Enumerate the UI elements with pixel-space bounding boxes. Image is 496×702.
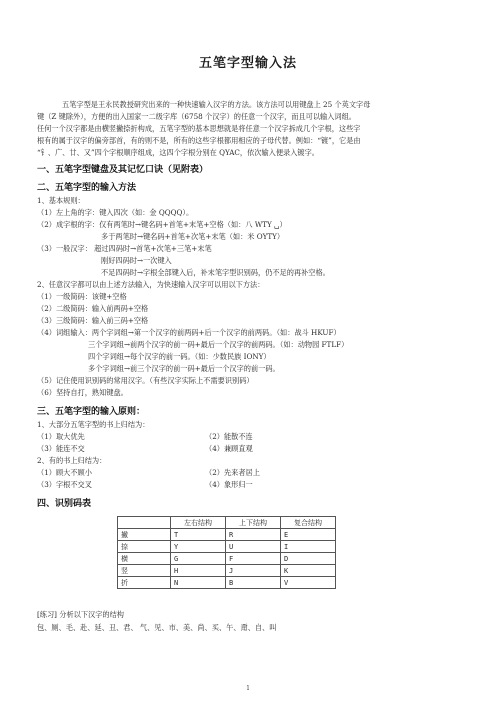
principle-item: （1）取大优先 [37,432,85,441]
rule-line: 不足四码时→字根全部键入后，补末笔字型识别码，仍不足的再补空格。 [101,268,330,277]
principle-item: （2）能散不连 [205,432,253,441]
table-row [118,529,336,541]
table-cell: Y [171,541,226,553]
rule-line: （2）二级简码：输入前两码+空格 [37,304,149,313]
table-cell: B [226,577,281,589]
page-number: 1 [246,685,250,692]
exercise-characters: 包、厕、毛、赴、延、丑、君、 气、见、市、美、尚、买、午、甭、自、叫 [37,623,277,632]
table-cell: J [226,565,281,577]
rule-line: 多个字词组→前三个汉字的前一码+最后一个汉字的前一码。 [88,364,280,373]
table-cell: I [281,541,336,553]
table-cell: 竖 [118,565,171,577]
table-cell: G [171,553,226,565]
section-heading-2: 二、五笔字型的输入方法 [37,183,137,193]
rule-line: 刚好四码时→一次键入 [101,256,172,265]
table-cell: N [171,577,226,589]
rule-line: 多于两笔时→键名码+首笔+次笔+末笔（如：米 OYTY） [101,232,285,241]
table-cell: D [281,553,336,565]
intro-line: 五笔字型是王永民教授研究出来的一种快速输入汉字的方法。该方法可以用键盘上 25 个英文字母 [62,100,371,109]
principle-item: （4）象形归一 [205,480,253,489]
section-heading-3: 三、五笔字型的输入原则： [37,407,146,417]
principle-item: （2）先来者居上 [205,468,260,477]
rule-line: 1、基本规则： [37,196,85,205]
rule-line: （6）坚持自打，熟知键盘。 [37,388,128,397]
rule-line: （3）一般汉字： 超过四码时→首笔+次笔+三笔+末笔 [37,244,212,253]
table-cell: 捺 [118,541,171,553]
section-heading-4: 四、识别码表 [37,499,92,509]
principle-item: （3）能连不交 [37,444,85,453]
table-row [118,553,336,565]
principle-item: （4）兼顾直观 [205,444,253,453]
table-cell: U [226,541,281,553]
table-header-cell [118,517,171,529]
table-cell: H [171,565,226,577]
principle-line: 2、有的书上归结为： [37,456,107,465]
rule-line: （1）一级简码：该键+空格 [37,292,127,301]
exercise-label: [练习] 分析以下汉字的结构 [37,610,124,619]
table-cell: 折 [118,577,171,589]
table-cell: E [281,529,336,541]
rule-line: （5）记住使用识别码的常用汉字。（有些汉字实际上不需要识别码） [37,376,254,385]
intro-line: 任何一个汉字都是由横竖撇捺折构成，五笔字型的基本思想就是将任意一个汉字拆成几个字根，这些字 [37,124,361,133]
table-header-row [118,517,336,529]
rule-line: （1）左上角的字：键入四次（如：金 QQQQ）。 [37,208,194,217]
principle-item: （1）顾大不顾小 [37,468,92,477]
intro-line: 根有的属于汉字的偏旁部首，有的则不是，所有的这些字根都用相应的子母代替。例如：“镀”，它是由 [37,136,361,145]
section-heading-1: 一、五笔字型键盘及其记忆口诀（见附表） [37,165,209,175]
intro-line: 键（Z 键除外），方便的出入国家一二级字库（6758 个汉字）的任意一个汉字，而且可以输入词组。 [37,112,356,121]
rule-line: （3）三级简码：输入前三码+空格 [37,316,149,325]
table-header-cell: 复合结构 [281,517,336,529]
table-cell: T [171,529,226,541]
rule-line: 三个字词组→前两个汉字的前一码+最后一个汉字的前两码。（如：动物园 FTLF） [88,340,349,349]
table-cell: V [281,577,336,589]
principle-line: 1、大部分五笔字型的书上归结为： [37,420,150,429]
table-cell: 撇 [118,529,171,541]
table-row [118,565,336,577]
principle-item: （3）字根不交叉 [37,480,92,489]
rule-line: （2）成字根的字：仅有两笔时→键名码+首笔+末笔+空格（如：八 WTY ␣） [37,220,287,229]
table-cell: F [226,553,281,565]
table-cell: K [281,565,336,577]
intro-line: “钅、广、廿、又”四个字根顺序组成，这四个字根分别在 QYAC，依次输入便录入镀字。 [37,148,319,157]
rule-line: （4）词组输入：两个字词组→第一个汉字的前两码+后一个汉字的前两码。（如：战斗 HKUF） [37,328,341,337]
rule-line: 四个字词组→每个汉字的前一码。（如：少数民族 IONY） [88,352,271,361]
table-row [118,577,336,589]
table-cell: 横 [118,553,171,565]
identification-code-table [117,516,336,589]
table-cell: R [226,529,281,541]
rule-line: 2、任意汉字都可以由上述方法输入，为快速输入汉字可以用以下方法： [37,280,265,289]
page-title: 五笔字型输入法 [198,56,297,71]
table-header-cell: 上下结构 [226,517,281,529]
table-header-cell: 左右结构 [171,517,226,529]
table-row [118,541,336,553]
